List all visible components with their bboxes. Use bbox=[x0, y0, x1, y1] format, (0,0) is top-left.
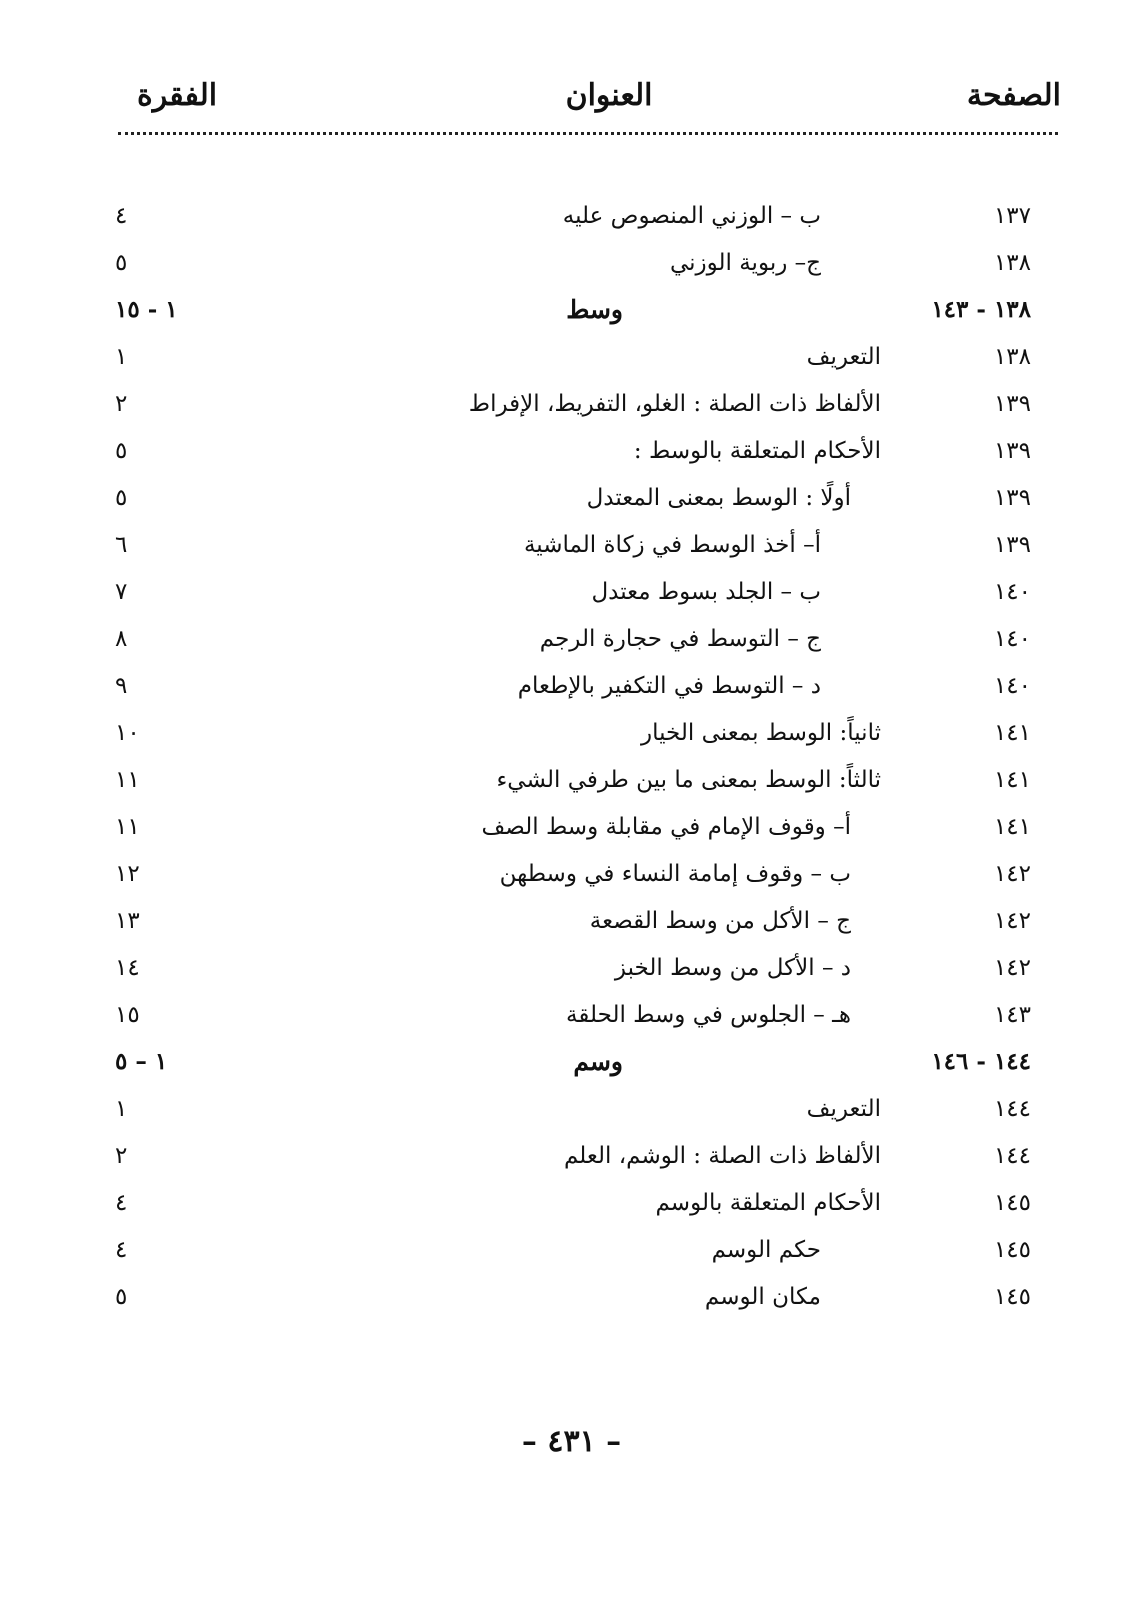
entry-page-number: ١٤١ bbox=[993, 720, 1031, 746]
entry-title: ب – وقوف إمامة النساء في وسطهن bbox=[499, 861, 851, 887]
index-entry bbox=[0, 1183, 1143, 1230]
entry-paragraph-number: ٢ bbox=[115, 391, 128, 417]
index-entry bbox=[0, 619, 1143, 666]
entry-title: الألفاظ ذات الصلة : الوشم، العلم bbox=[563, 1143, 881, 1169]
index-entry-main bbox=[0, 1042, 1143, 1089]
entry-title: حكم الوسم bbox=[711, 1237, 821, 1263]
entry-title: وسم bbox=[573, 1047, 623, 1076]
entry-paragraph-number: ١ bbox=[115, 1096, 128, 1122]
entry-paragraph-number: ١ - ١٥ bbox=[115, 296, 178, 323]
entry-page-number: ١٤٢ bbox=[993, 861, 1031, 887]
index-entry bbox=[0, 948, 1143, 995]
index-entry bbox=[0, 713, 1143, 760]
index-entry bbox=[0, 337, 1143, 384]
entry-paragraph-number: ٩ bbox=[115, 673, 128, 699]
entry-paragraph-number: ٥ bbox=[115, 438, 128, 464]
entry-title: هـ – الجلوس في وسط الحلقة bbox=[566, 1002, 851, 1028]
dotted-divider bbox=[118, 132, 1058, 135]
entry-paragraph-number: ٧ bbox=[115, 579, 128, 605]
entry-title: التعريف bbox=[806, 1096, 881, 1122]
page-column-label: الصفحة bbox=[966, 78, 1061, 113]
entry-page-number: ١٤٢ bbox=[993, 908, 1031, 934]
index-entry bbox=[0, 666, 1143, 713]
index-entry bbox=[0, 995, 1143, 1042]
index-entry bbox=[0, 854, 1143, 901]
entry-page-number: ١٤٠ bbox=[993, 626, 1031, 652]
entry-page-number: ١٤٤ - ١٤٦ bbox=[931, 1048, 1031, 1075]
entry-paragraph-number: ١٢ bbox=[115, 861, 140, 887]
entry-title: ج – التوسط في حجارة الرجم bbox=[539, 626, 821, 652]
column-header bbox=[115, 78, 1083, 126]
entry-title: التعريف bbox=[806, 344, 881, 370]
entry-page-number: ١٤٣ bbox=[993, 1002, 1031, 1028]
entry-paragraph-number: ١ bbox=[115, 344, 128, 370]
entry-paragraph-number: ١٥ bbox=[115, 1002, 140, 1028]
entry-paragraph-number: ١ – ٥ bbox=[115, 1048, 168, 1075]
entry-page-number: ١٤٤ bbox=[993, 1143, 1031, 1169]
index-entry bbox=[0, 196, 1143, 243]
entry-title: الأحكام المتعلقة بالوسم bbox=[655, 1190, 881, 1216]
entry-page-number: ١٣٩ bbox=[993, 438, 1031, 464]
entry-page-number: ١٣٩ bbox=[993, 532, 1031, 558]
entry-title: ب – الجلد بسوط معتدل bbox=[591, 579, 821, 605]
index-entry bbox=[0, 525, 1143, 572]
index-entry bbox=[0, 572, 1143, 619]
entry-title: ثانياً: الوسط بمعنى الخيار bbox=[640, 720, 881, 746]
entry-paragraph-number: ١٠ bbox=[115, 720, 140, 746]
entry-page-number: ١٣٩ bbox=[993, 391, 1031, 417]
title-column-label: العنوان bbox=[565, 78, 653, 113]
entry-title: الألفاظ ذات الصلة : الغلو، التفريط، الإفراط bbox=[468, 391, 881, 417]
entry-paragraph-number: ٥ bbox=[115, 485, 128, 511]
entry-page-number: ١٤٥ bbox=[993, 1190, 1031, 1216]
index-entry bbox=[0, 901, 1143, 948]
entry-title: أ– وقوف الإمام في مقابلة وسط الصف bbox=[481, 814, 851, 840]
page-number: – ٤٣١ – bbox=[521, 1424, 622, 1459]
entry-paragraph-number: ٦ bbox=[115, 532, 128, 558]
entry-page-number: ١٤٢ bbox=[993, 955, 1031, 981]
index-entry bbox=[0, 1277, 1143, 1324]
entry-page-number: ١٤١ bbox=[993, 814, 1031, 840]
index-entry bbox=[0, 384, 1143, 431]
index-entry bbox=[0, 760, 1143, 807]
entry-page-number: ١٣٨ - ١٤٣ bbox=[931, 296, 1031, 323]
entry-title: وسط bbox=[566, 295, 623, 324]
entry-page-number: ١٤٤ bbox=[993, 1096, 1031, 1122]
entry-page-number: ١٤٠ bbox=[993, 673, 1031, 699]
entry-page-number: ١٣٩ bbox=[993, 485, 1031, 511]
entry-paragraph-number: ١٤ bbox=[115, 955, 140, 981]
entry-title: الأحكام المتعلقة بالوسط : bbox=[633, 438, 881, 464]
entry-page-number: ١٤٥ bbox=[993, 1237, 1031, 1263]
entry-paragraph-number: ٥ bbox=[115, 1284, 128, 1310]
entry-paragraph-number: ٤ bbox=[115, 1237, 128, 1263]
index-entry bbox=[0, 1136, 1143, 1183]
index-entry bbox=[0, 807, 1143, 854]
index-entry bbox=[0, 1089, 1143, 1136]
entry-paragraph-number: ٤ bbox=[115, 203, 128, 229]
entry-title: ج – الأكل من وسط القصعة bbox=[589, 908, 851, 934]
entry-paragraph-number: ٢ bbox=[115, 1143, 128, 1169]
entry-page-number: ١٣٨ bbox=[993, 344, 1031, 370]
entry-page-number: ١٤٠ bbox=[993, 579, 1031, 605]
entry-title: مكان الوسم bbox=[704, 1284, 821, 1310]
entry-title: ب – الوزني المنصوص عليه bbox=[562, 203, 821, 229]
entry-paragraph-number: ٤ bbox=[115, 1190, 128, 1216]
entry-page-number: ١٣٧ bbox=[993, 203, 1031, 229]
entry-title: أولًا : الوسط بمعنى المعتدل bbox=[586, 485, 851, 511]
entry-page-number: ١٤١ bbox=[993, 767, 1031, 793]
entry-title: ج– ربوية الوزني bbox=[669, 250, 821, 276]
entry-title: د – التوسط في التكفير بالإطعام bbox=[517, 673, 821, 699]
entry-page-number: ١٤٥ bbox=[993, 1284, 1031, 1310]
paragraph-column-label: الفقرة bbox=[137, 78, 218, 113]
entry-title: ثالثاً: الوسط بمعنى ما بين طرفي الشيء bbox=[496, 767, 881, 793]
index-entry-main bbox=[0, 290, 1143, 337]
index-entry bbox=[0, 243, 1143, 290]
entry-paragraph-number: ٥ bbox=[115, 250, 128, 276]
index-list bbox=[0, 196, 1143, 1324]
index-entry bbox=[0, 478, 1143, 525]
entry-paragraph-number: ١١ bbox=[115, 767, 140, 793]
entry-title: أ– أخذ الوسط في زكاة الماشية bbox=[523, 532, 821, 558]
index-entry bbox=[0, 431, 1143, 478]
entry-paragraph-number: ١٣ bbox=[115, 908, 140, 934]
entry-paragraph-number: ١١ bbox=[115, 814, 140, 840]
index-entry bbox=[0, 1230, 1143, 1277]
entry-paragraph-number: ٨ bbox=[115, 626, 128, 652]
entry-page-number: ١٣٨ bbox=[993, 250, 1031, 276]
entry-title: د – الأكل من وسط الخبز bbox=[614, 955, 851, 981]
